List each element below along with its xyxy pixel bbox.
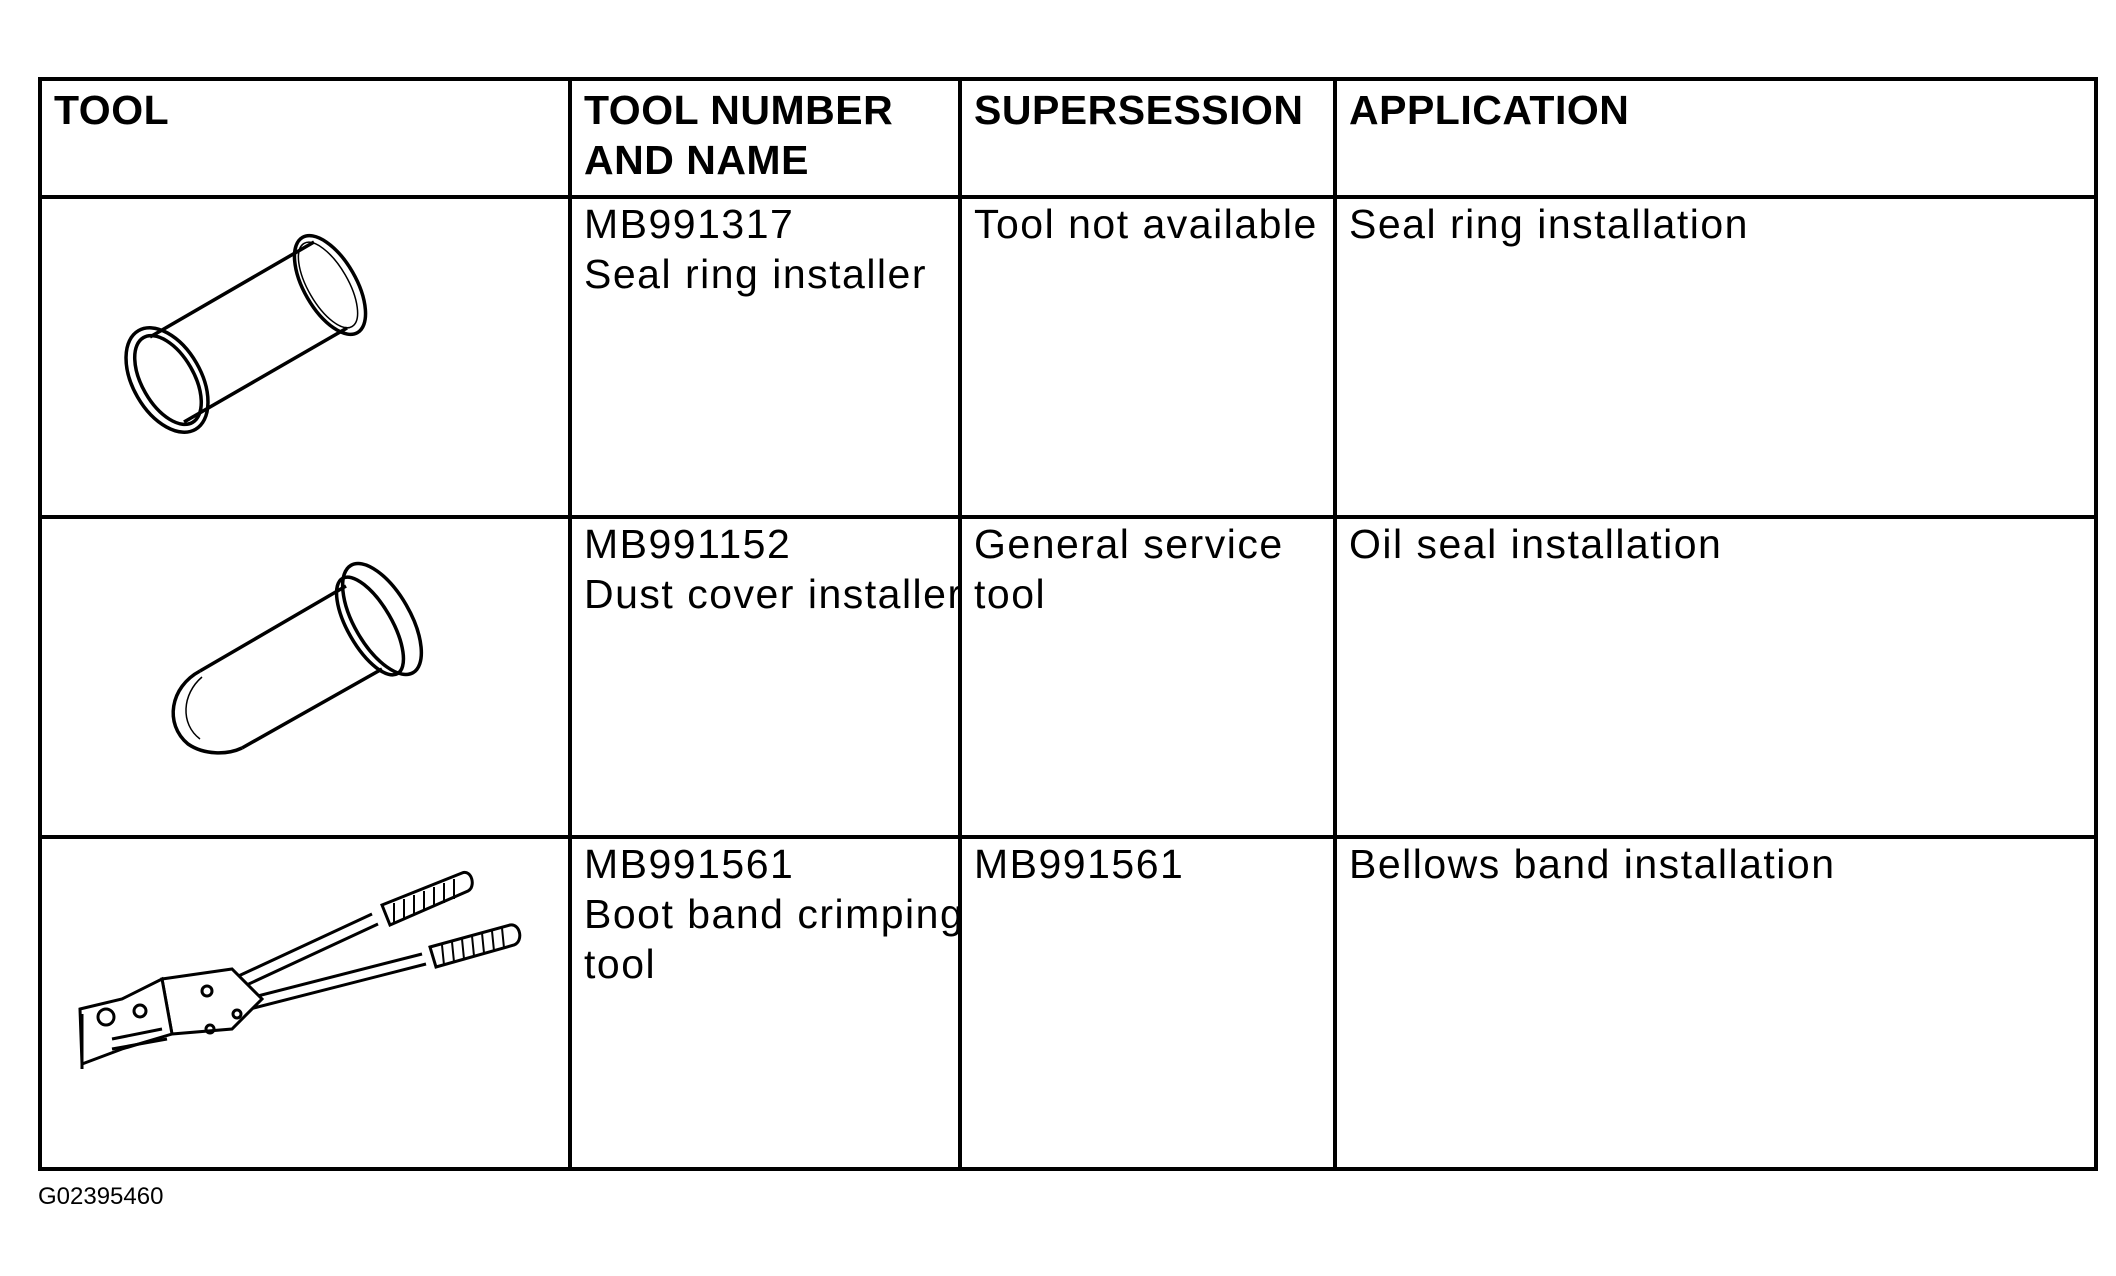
supersession-cell: MB991561 <box>960 837 1335 1169</box>
application-cell: Bellows band installation <box>1335 837 2096 1169</box>
special-tools-table <box>38 77 2098 1171</box>
table-row <box>40 837 2096 1169</box>
tool-name: Dust cover installer <box>584 571 963 617</box>
tool-image-cell <box>40 837 570 1169</box>
tool-name: Seal ring installer <box>584 251 927 297</box>
header-tool: TOOL <box>40 79 570 197</box>
tool-number: MB991317 <box>584 201 795 247</box>
boot-band-crimping-tool-illustration <box>42 839 568 1167</box>
table-row <box>40 517 2096 837</box>
header-row <box>40 79 2096 197</box>
figure-id-caption: G02395460 <box>38 1183 164 1210</box>
tool-name: tool <box>584 941 657 987</box>
tool-number-and-name-cell <box>570 197 960 517</box>
tool-number-and-name-cell <box>570 517 963 837</box>
tool-image-cell <box>40 197 570 517</box>
tool-number-and-name-cell <box>570 837 965 1169</box>
supersession-cell: Tool not available <box>960 197 1335 517</box>
application-cell: Oil seal installation <box>1335 517 2096 837</box>
table-row <box>40 197 2096 517</box>
header-supersession: SUPERSESSION <box>960 79 1335 197</box>
tool-number: MB991561 <box>584 841 795 887</box>
header-tool-number-and-name: TOOL NUMBER AND NAME <box>570 79 960 197</box>
header-application: APPLICATION <box>1335 79 2096 197</box>
application-cell: Seal ring installation <box>1335 197 2096 517</box>
dust-cover-installer-illustration <box>42 519 568 835</box>
supersession-cell: General service tool <box>960 517 1335 837</box>
tool-name: Boot band crimping <box>584 891 965 937</box>
tool-number: MB991152 <box>584 521 792 567</box>
seal-ring-installer-illustration <box>42 199 568 515</box>
tool-image-cell <box>40 517 570 837</box>
